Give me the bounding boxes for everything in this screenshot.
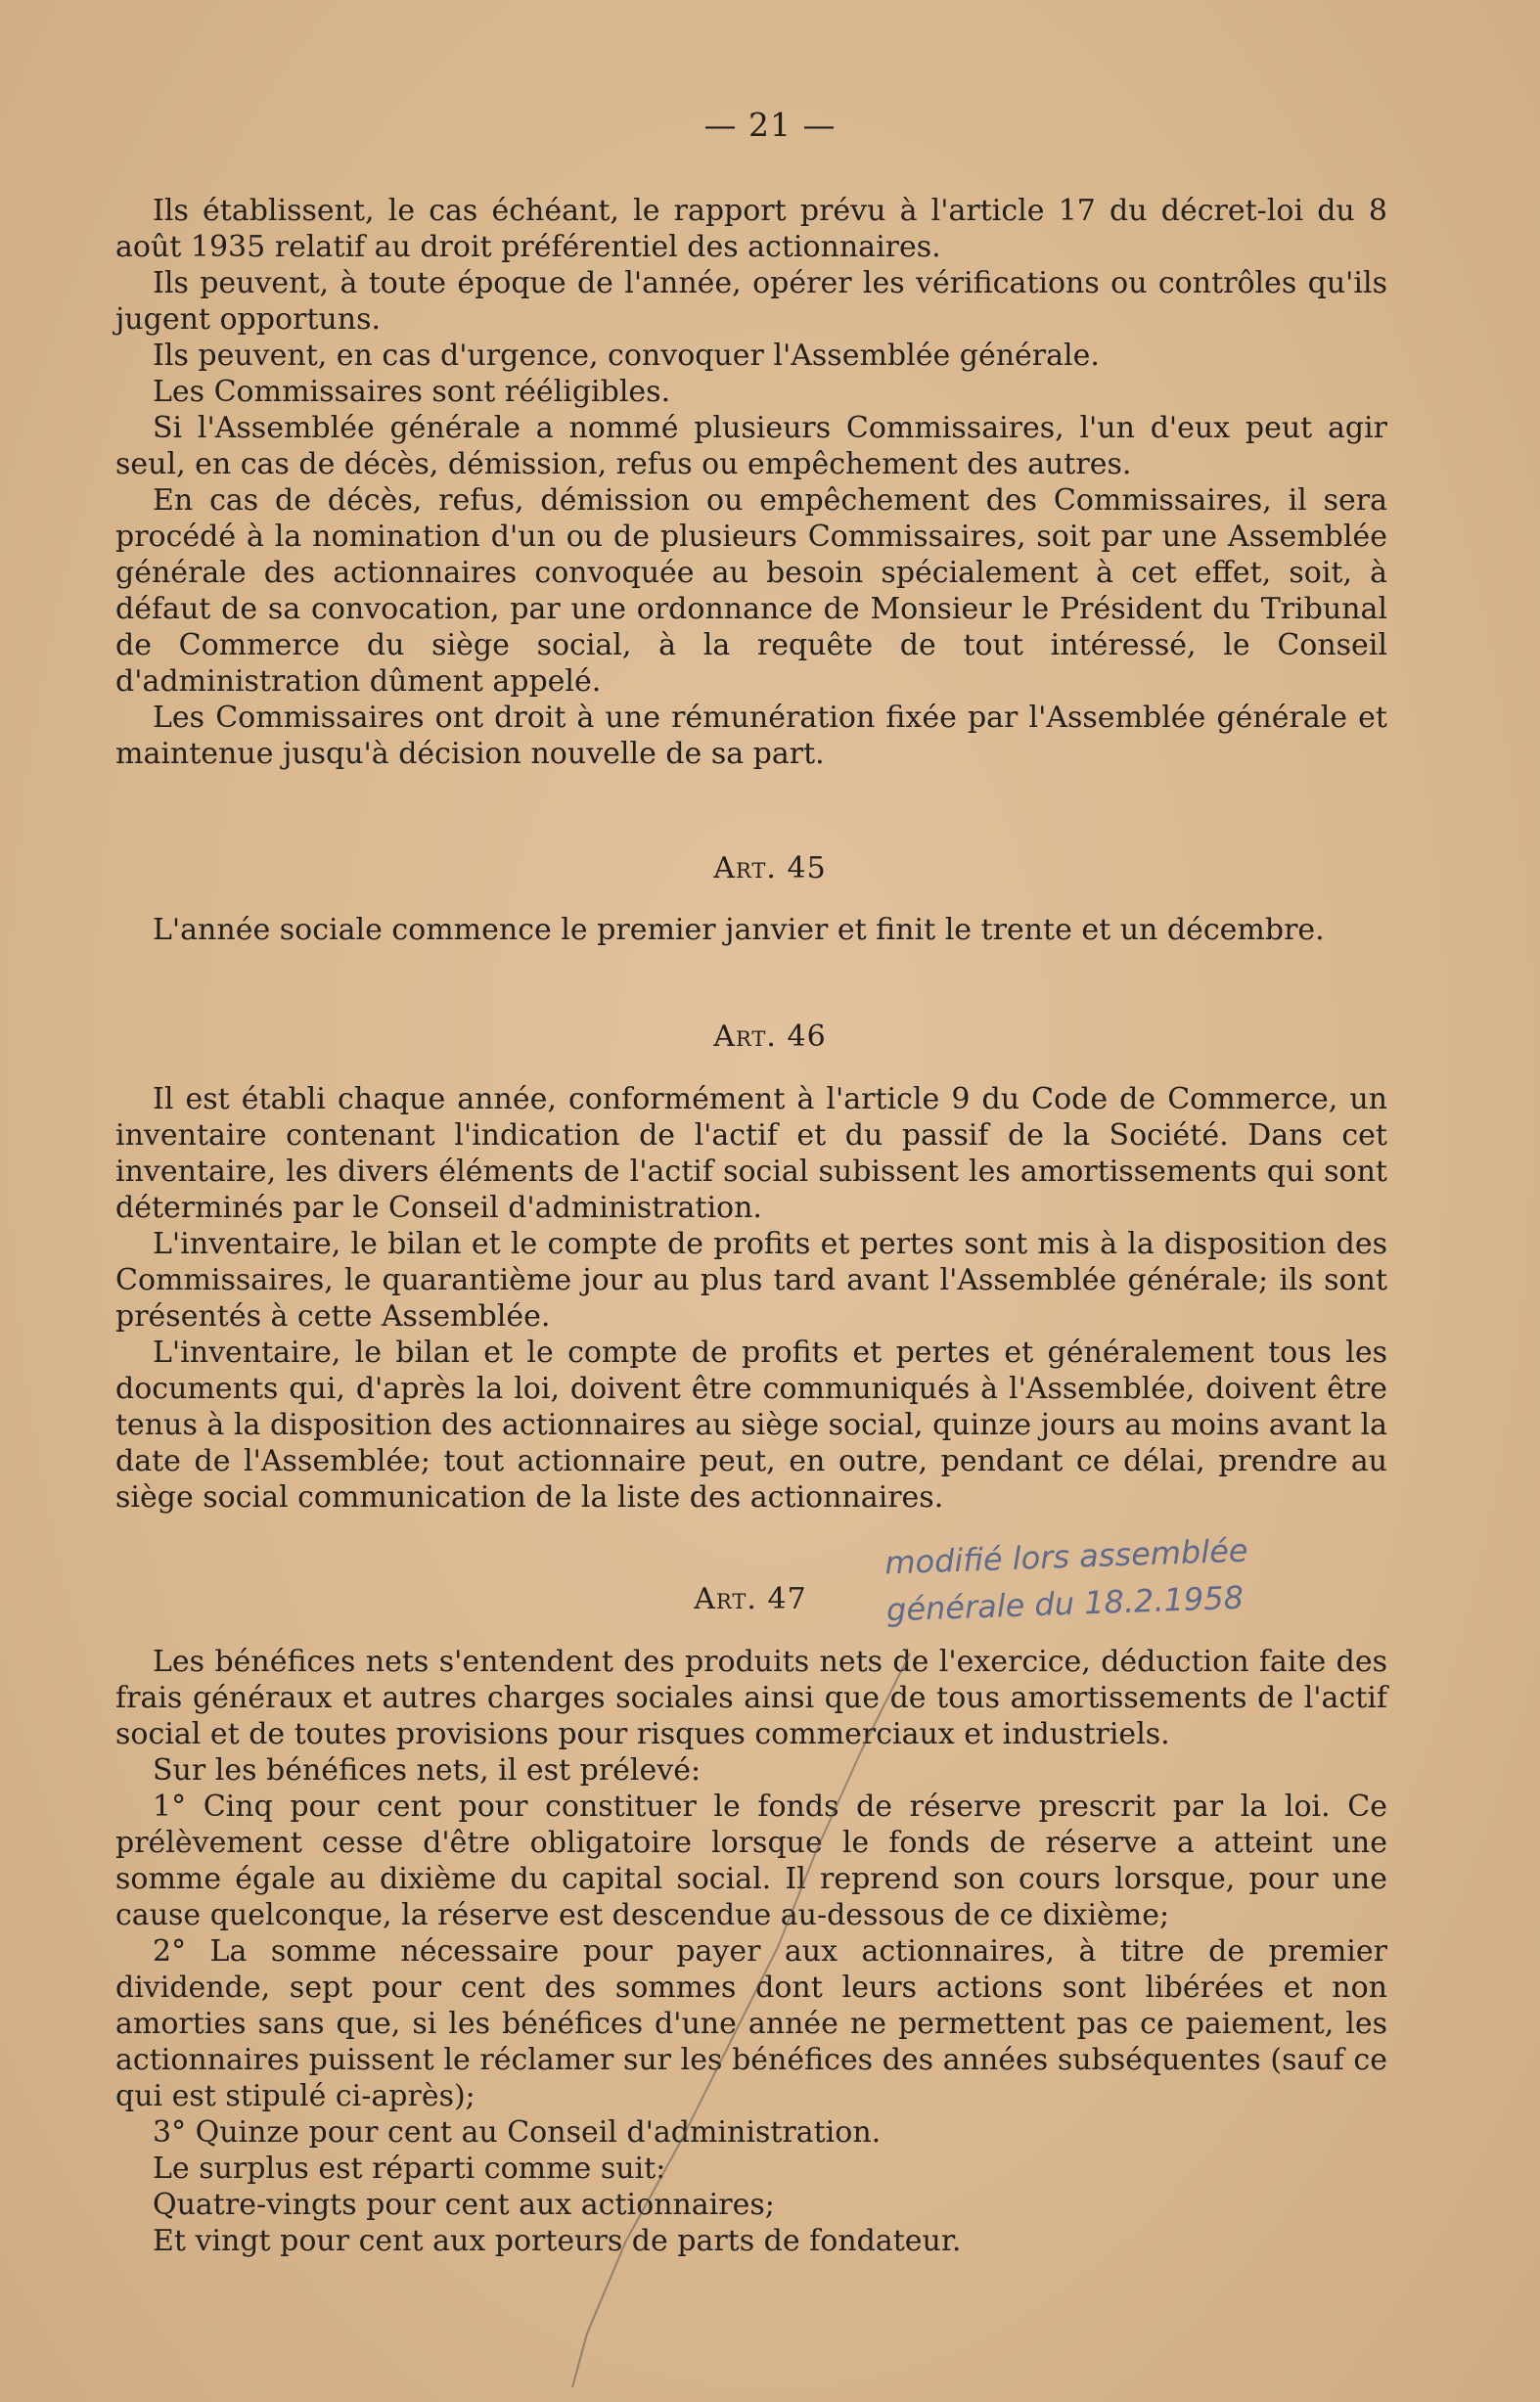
paragraph: Les Commissaires sont rééligibles. — [153, 375, 671, 409]
paragraph: Et vingt pour cent aux porteurs de parts de fondateur. — [153, 2224, 962, 2258]
paragraph: 3° Quinze pour cent au Conseil d'administration. — [153, 2115, 882, 2150]
paragraph: Ils peuvent, à toute époque de l'année, opérer les vérifications ou contrôles qu'ils jugent opportuns. — [115, 266, 1387, 337]
paragraph: Quatre-vingts pour cent aux actionnaires; — [153, 2188, 775, 2222]
article-46-heading — [0, 1020, 1540, 1054]
paragraph: Le surplus est réparti comme suit: — [153, 2152, 666, 2186]
article-47-heading — [0, 1582, 1520, 1616]
handwritten-line: modifié lors assemblée — [883, 1531, 1249, 1582]
paragraph: 1° Cinq pour cent pour constituer le fonds de réserve prescrit par la loi. Ce prélèvement cesse d'être obligatoire lorsque le fonds de réserve a atteint une somme égale au dixième du capital social. Il reprend son cours lorsque, pour une cause quelconque, la réserve est descendue au-dessous de ce dixième; — [115, 1790, 1387, 1932]
page-number: — 21 — — [703, 106, 837, 144]
article-47-body — [115, 1644, 1387, 2259]
paragraph: Ils établissent, le cas échéant, le rapport prévu à l'article 17 du décret-loi du 8 août 1935 relatif au droit préférentiel des actionnaires. — [115, 194, 1387, 264]
paragraph: Ils peuvent, en cas d'urgence, convoquer l'Assemblée générale. — [153, 339, 1100, 373]
article-46-body — [115, 1081, 1387, 1516]
article-number: 45 — [787, 851, 827, 885]
paragraph: En cas de décès, refus, démission ou empêchement des Commissaires, il sera procédé à la nomination d'un ou de plusieurs Commissaires, soit par une Assemblée générale des actionnaires convoquée au besoin spécialement à cet effet, soit, à défaut de sa convocation, par une ordonnance de Monsieur le Président du Tribunal de Commerce du siège social, à la requête de tout intéressé, le Conseil d'administration dûment appelé. — [115, 483, 1387, 699]
paragraph: 2° La somme nécessaire pour payer aux actionnaires, à titre de premier dividende, sept pour cent des sommes dont leurs actions sont libérées et non amorties sans que, si les bénéfices d'une année ne permettent pas ce paiement, les actionnaires puissent le réclamer sur les bénéfices des années subséquentes (sauf ce qui est stipulé ci-après); — [115, 1934, 1387, 2113]
article-label: Art. — [713, 851, 777, 885]
paragraph: Si l'Assemblée générale a nommé plusieurs Commissaires, l'un d'eux peut agir seul, en cas de décès, démission, refus ou empêchement des autres. — [115, 411, 1387, 481]
paragraph: L'inventaire, le bilan et le compte de profits et pertes et généralement tous les documents qui, d'après la loi, doivent être communiqués à l'Assemblée, doivent être tenus à la disposition des actionnaires au siège social, quinze jours au moins avant la date de l'Assemblée; tout actionnaire peut, en outre, pendant ce délai, prendre au siège social communication de la liste des actionnaires. — [115, 1336, 1387, 1515]
paragraph: Les Commissaires ont droit à une rémunération fixée par l'Assemblée générale et maintenue jusqu'à décision nouvelle de sa part. — [115, 701, 1387, 771]
article-45-heading — [0, 851, 1540, 885]
article-label: Art. — [694, 1582, 757, 1616]
article-number: 47 — [767, 1582, 807, 1616]
paragraph: Sur les bénéfices nets, il est prélevé: — [153, 1753, 702, 1788]
paragraph: Les bénéfices nets s'entendent des produits nets de l'exercice, déduction faite des frais généraux et autres charges sociales ainsi que de tous amortissements de l'actif social et de toutes provisions pour risques commerciaux et industriels. — [115, 1645, 1387, 1751]
paragraph: L'année sociale commence le premier janvier et finit le trente et un décembre. — [153, 913, 1325, 947]
commissaires-section — [115, 193, 1387, 772]
handwritten-line: générale du 18.2.1958 — [885, 1578, 1245, 1629]
paragraph: L'inventaire, le bilan et le compte de profits et pertes sont mis à la disposition des Commissaires, le quarantième jour au plus tard avant l'Assemblée générale; ils sont présentés à cette Assemblée. — [115, 1227, 1387, 1334]
paragraph: Il est établi chaque année, conformément à l'article 9 du Code de Commerce, un inventaire contenant l'indication de l'actif et du passif de la Société. Dans cet inventaire, les divers éléments de l'actif social subissent les amortissements qui sont déterminés par le Conseil d'administration. — [115, 1082, 1387, 1225]
article-number: 46 — [787, 1020, 827, 1054]
article-45-body — [115, 912, 1387, 948]
article-label: Art. — [713, 1020, 777, 1054]
